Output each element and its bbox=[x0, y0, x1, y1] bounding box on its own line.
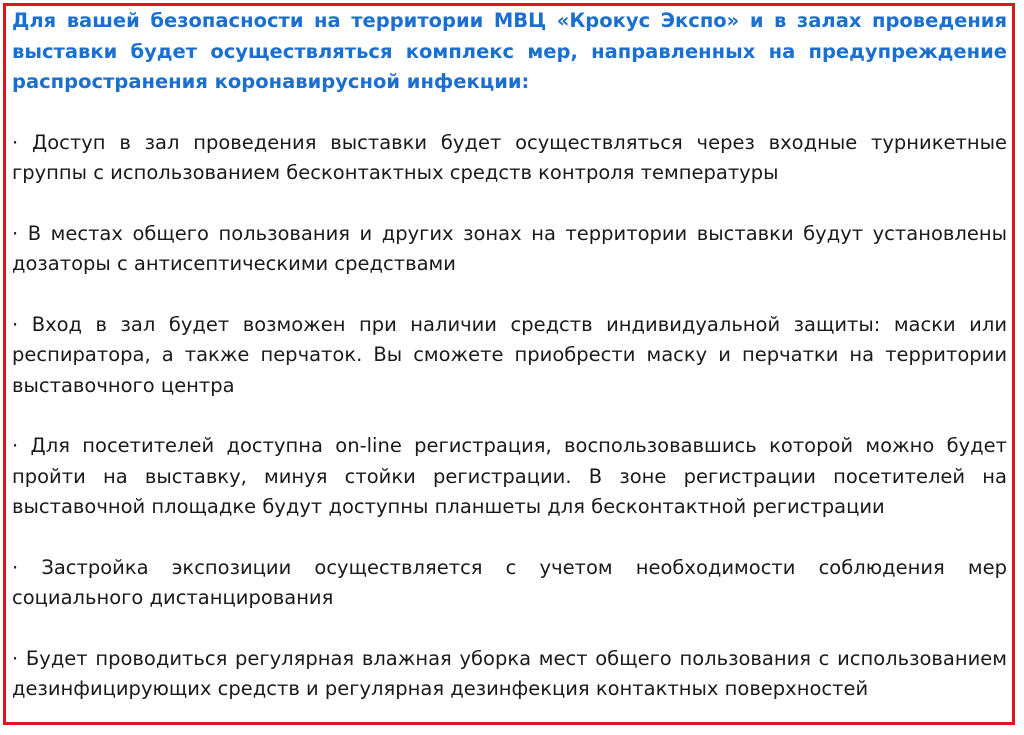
list-item: · В местах общего пользования и других зонах на территории выставки будут установлены дозаторы с антисептическими средствами bbox=[12, 221, 1007, 275]
list-item: · Будет проводиться регулярная влажная уборка мест общего пользования с использованием дезинфицирующих средств и регулярная дезинфекция контактных поверхностей bbox=[12, 646, 1007, 700]
list-item: · Вход в зал будет возможен при наличии средств индивидуальной защиты: маски или респиратора, а также перчаток. Вы сможете приобрести маску и перчатки на территории выставочного центра bbox=[12, 312, 1007, 397]
list-item: · Доступ в зал проведения выставки будет осуществляться через входные турникетные группы с использованием бесконтактных средств контроля температуры bbox=[12, 130, 1007, 184]
safety-notice bbox=[12, 6, 1007, 735]
list-item: · Застройка экспозиции осуществляется с учетом необходимости соблюдения мер социального дистанцирования bbox=[12, 555, 1007, 609]
list-item: · Для посетителей доступна on-line регистрация, воспользовавшись которой можно будет пройти на выставку, минуя стойки регистрации. В зоне регистрации посетителей на выставочной площадке будут доступны планшеты для бесконтактной регистрации bbox=[12, 434, 1007, 518]
notice-heading: Для вашей безопасности на территории МВЦ «Крокус Экспо» и в залах проведения выставки будет осуществляться комплекс мер, направленных на предупреждение распространения коронавирусной инфекции: bbox=[12, 9, 1007, 93]
